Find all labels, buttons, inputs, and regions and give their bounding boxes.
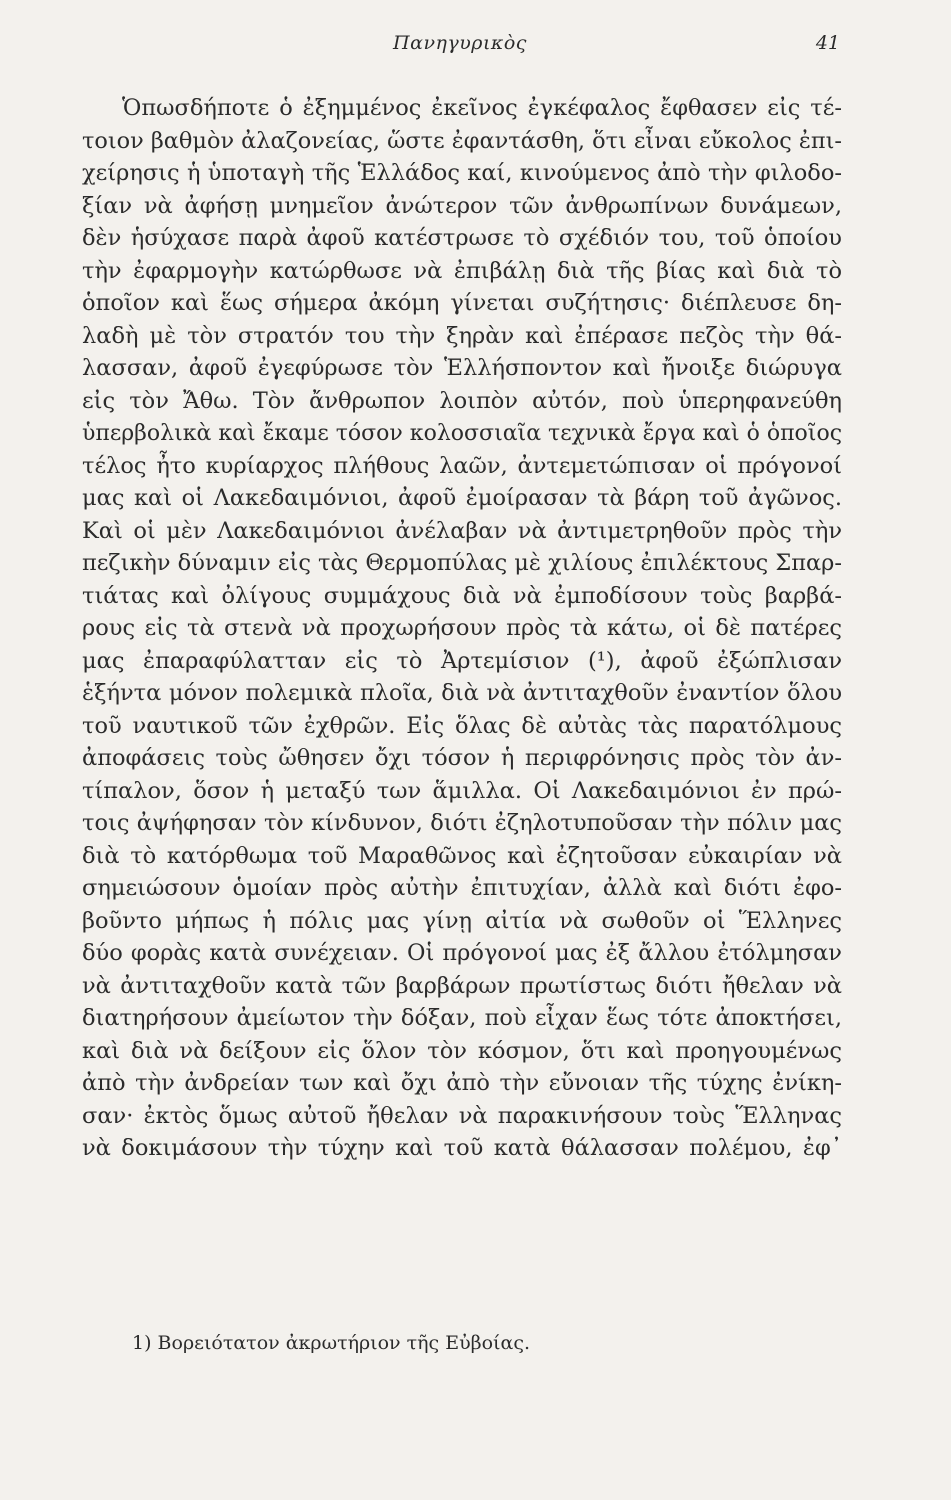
page-number: 41: [815, 32, 840, 54]
text-line: πεζικὴν δύναμιν εἰς τὰς Θερμοπύλας μὲ χιλίους ἐπιλέκτους Σπαρ-: [82, 550, 842, 576]
text-line: Καὶ οἱ μὲν Λακεδαιμόνιοι ἀνέλαβαν νὰ ἀντιμετρηθοῦν πρὸς τὴν: [82, 517, 842, 544]
text-line: ὑπερβολικὰ καὶ ἔκαμε τόσον κολοσσιαῖα τεχνικὰ ἔργα καὶ ὁ ὁποῖος: [82, 420, 842, 446]
running-title: Πανηγυρικὸς: [393, 32, 527, 54]
text-line: τοιον βαθμὸν ἀλαζονείας, ὥστε ἐφαντάσθη, ὅτι εἶναι εὔκολος ἐπι-: [82, 127, 842, 154]
text-line: νὰ ἀντιταχθοῦν κατὰ τῶν βαρβάρων πρωτίστως διότι ἤθελαν νὰ: [82, 972, 842, 999]
text-line: ὁποῖον καὶ ἕως σήμερα ἀκόμη γίνεται συζήτησις· διέπλευσε δη-: [82, 290, 842, 316]
text-line: τοῦ ναυτικοῦ τῶν ἐχθρῶν. Εἰς ὅλας δὲ αὐτὰς τὰς παρατόλμους: [82, 712, 842, 739]
text-line: μας καὶ οἱ Λακεδαιμόνιοι, ἀφοῦ ἐμοίρασαν τὰ βάρη τοῦ ἀγῶνος.: [82, 485, 842, 511]
text-line: ρους εἰς τὰ στενὰ νὰ προχωρήσουν πρὸς τὰ κάτω, οἱ δὲ πατέρες: [82, 615, 842, 641]
text-line: τιάτας καὶ ὀλίγους συμμάχους διὰ νὰ ἐμποδίσουν τοὺς βαρβά-: [82, 582, 842, 609]
text-line: τοις ἀψήφησαν τὸν κίνδυνον, διότι ἐζηλοτυποῦσαν τὴν πόλιν μας: [82, 810, 842, 836]
text-line: λαδὴ μὲ τὸν στρατόν του τὴν ξηρὰν καὶ ἐπέρασε πεζὸς τὴν θά-: [82, 322, 842, 349]
text-line: λασσαν, ἀφοῦ ἐγεφύρωσε τὸν Ἑλλήσποντον καὶ ἤνοιξε διώρυγα: [82, 355, 842, 381]
text-line: ξίαν νὰ ἀφήσῃ μνημεῖον ἀνώτερον τῶν ἀνθρωπίνων δυνάμεων,: [82, 192, 842, 219]
text-line: διατηρήσουν ἀμείωτον τὴν δόξαν, ποὺ εἶχαν ἕως τότε ἀποκτήσει,: [82, 1005, 842, 1031]
text-line: χείρησις ἡ ὑποταγὴ τῆς Ἑλλάδος καί, κινούμενος ἀπὸ τὴν φιλοδο-: [82, 160, 842, 186]
text-line: δὲν ἡσύχασε παρὰ ἀφοῦ κατέστρωσε τὸ σχέδιόν του, τοῦ ὁποίου: [82, 225, 842, 251]
text-line: ἑξήντα μόνον πολεμικὰ πλοῖα, διὰ νὰ ἀντιταχθοῦν ἐναντίον ὅλου: [82, 680, 842, 706]
text-line: ἀπὸ τὴν ἀνδρείαν των καὶ ὄχι ἀπὸ τὴν εὔνοιαν τῆς τύχης ἐνίκη-: [82, 1070, 842, 1096]
footnote: 1) Βορειότατον ἀκρωτήριον τῆς Εὐβοίας.: [132, 1332, 531, 1354]
text-line: διὰ τὸ κατόρθωμα τοῦ Μαραθῶνος καὶ ἐζητοῦσαν εὐκαιρίαν νὰ: [82, 842, 842, 869]
text-line: Ὁπωσδήποτε ὁ ἐξημμένος ἐκεῖνος ἐγκέφαλος ἔφθασεν εἰς τέ-: [122, 95, 842, 121]
text-line: εἰς τὸν Ἄθω. Τὸν ἄνθρωπον λοιπὸν αὐτόν, ποὺ ὑπερηφανεύθη: [82, 387, 842, 414]
text-line: σημειώσουν ὁμοίαν πρὸς αὐτὴν ἐπιτυχίαν, ἀλλὰ καὶ διότι ἐφο-: [82, 875, 842, 901]
text-line: βοῦντο μήπως ἡ πόλις μας γίνῃ αἰτία νὰ σωθοῦν οἱ Ἕλληνες: [82, 907, 842, 934]
text-line: τέλος ἦτο κυρίαρχος πλήθους λαῶν, ἀντεμετώπισαν οἱ πρόγονοί: [82, 452, 842, 479]
text-line: ἀποφάσεις τοὺς ὤθησεν ὄχι τόσον ἡ περιφρόνησις πρὸς τὸν ἀν-: [82, 745, 842, 771]
body-text: [82, 92, 842, 1165]
text-line: δύο φορὰς κατὰ συνέχειαν. Οἱ πρόγονοί μας ἐξ ἄλλου ἐτόλμησαν: [82, 940, 842, 966]
running-head: [80, 32, 840, 62]
text-line: μας ἐπαραφύλατταν εἰς τὸ Ἀρτεμίσιον (¹), ἀφοῦ ἐξώπλισαν: [82, 647, 842, 674]
text-line: τίπαλον, ὅσον ἡ μεταξύ των ἅμιλλα. Οἱ Λακεδαιμόνιοι ἐν πρώ-: [82, 777, 842, 804]
text-line: καὶ διὰ νὰ δείξουν εἰς ὅλον τὸν κόσμον, ὅτι καὶ προηγουμένως: [82, 1037, 842, 1064]
text-line: σαν· ἐκτὸς ὅμως αὐτοῦ ἤθελαν νὰ παρακινήσουν τοὺς Ἕλληνας: [82, 1102, 842, 1129]
text-line: νὰ δοκιμάσουν τὴν τύχην καὶ τοῦ κατὰ θάλασσαν πολέμου, ἐφ᾽: [82, 1135, 842, 1161]
text-line: τὴν ἐφαρμογὴν κατώρθωσε νὰ ἐπιβάλῃ διὰ τῆς βίας καὶ διὰ τὸ: [82, 257, 842, 284]
